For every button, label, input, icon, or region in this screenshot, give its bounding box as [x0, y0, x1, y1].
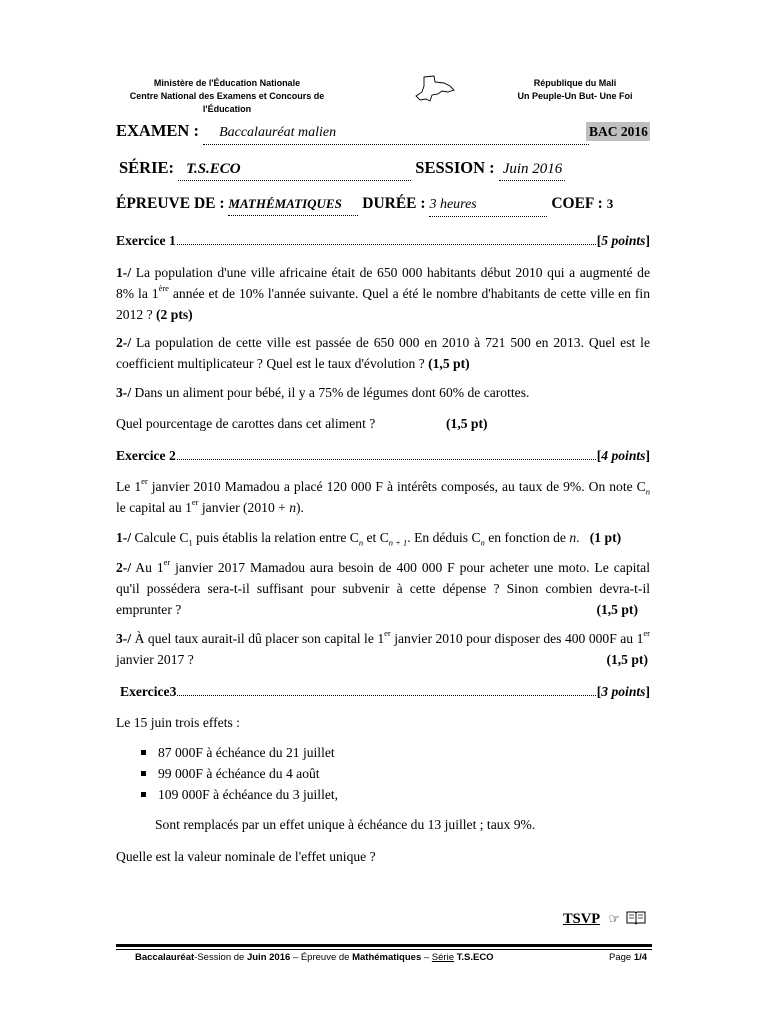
question-points: (1,5 pt) [606, 652, 648, 667]
superscript: er [163, 557, 171, 568]
footer-text: T.S.ECO [453, 952, 494, 963]
republic-name: République du Mali [533, 78, 617, 88]
question-text: Au 1 [131, 560, 164, 575]
coef-value: 3 [606, 196, 614, 211]
ministry-header [112, 77, 342, 116]
intro-text: janvier 2010 Mamadou a placé 120 000 F à intérêts composés, au taux de 9%. On note C [147, 479, 646, 494]
question-points: (2 pts) [156, 307, 193, 322]
ex3-replaced [155, 814, 650, 835]
footer-text: Juin 2016 [246, 952, 291, 963]
bac-badge: BAC 2016 [586, 122, 650, 141]
exercise2-title: Exercice 2 [116, 448, 176, 463]
exercise1-points: 5 points [601, 233, 646, 248]
list-item: 87 000F à échéance du 21 juillet [140, 742, 338, 763]
question-points: (1,5 pt) [428, 356, 470, 371]
question-text: puis établis la relation entre C [192, 530, 359, 545]
coef-label: COEF : [551, 195, 603, 212]
question-number: 3-/ [116, 385, 132, 400]
list-item: 109 000F à échéance du 3 juillet, [140, 784, 338, 805]
footer-text: Mathématiques [352, 952, 422, 963]
question-text: en fonction de [484, 530, 570, 545]
serie-line [116, 157, 652, 181]
question-text: janvier 2010 pour disposer des 400 000F au 1 [390, 631, 644, 646]
tsvp-marker [563, 910, 646, 928]
intro-text: Le 1 [116, 479, 142, 494]
examen-line [116, 120, 652, 145]
page-footer [135, 952, 494, 963]
ex1-question1 [116, 262, 650, 325]
republic-motto: Un Peuple-Un But- Une Foi [517, 91, 633, 101]
mali-map-logo [412, 74, 456, 104]
serie-value: T.S.ECO [178, 158, 411, 181]
footer-text: Série [431, 952, 454, 963]
question-text: Calcule C [131, 530, 189, 545]
tsvp-label: TSVP [563, 911, 601, 927]
superscript: ère [158, 283, 169, 294]
subscript: 1 [188, 537, 193, 548]
superscript: er [643, 628, 650, 639]
footer-text: Baccalauréat [135, 952, 195, 963]
epreuve-line [116, 193, 652, 217]
question-number: 2-/ [116, 335, 132, 350]
ex3-intro [116, 712, 650, 733]
question-text: . En déduis C [407, 530, 481, 545]
footer-text: -Session de [194, 952, 247, 963]
intro-text: le capital au 1 [116, 500, 192, 515]
subscript: n + 1 [388, 537, 408, 548]
serie-label: SÉRIE: [119, 158, 175, 177]
question-text: Quelle est la valeur nominale de l'effet unique ? [116, 849, 376, 864]
question-text: À quel taux aurait-il dû placer son capital le 1 [131, 631, 385, 646]
ex2-question2 [116, 557, 650, 620]
session-label: SESSION : [415, 158, 495, 177]
ex1-question2 [116, 332, 650, 374]
question-points: (1,5 pt) [446, 416, 488, 431]
variable-n: n [569, 530, 577, 545]
variable-n: n [289, 500, 296, 515]
subscript: n [645, 486, 650, 497]
dotted-leader [177, 243, 596, 245]
exercise1-heading: Exercice 1 [5 points] [116, 233, 650, 248]
duree-value: 3 heures [429, 194, 547, 217]
question-text: janvier 2017 Mamadou aura besoin de 400 000 F pour acheter une moto. Le capital qu'il possédera sera-t-il suffisant pour subvenir à cette dépense ? Sinon combien devra-t-il emprunter ? [116, 560, 650, 617]
question-number: 1-/ [116, 265, 132, 280]
intro-text: ). [296, 500, 304, 515]
question-points: (1 pt) [589, 530, 622, 545]
list-item: 99 000F à échéance du 4 août [140, 763, 338, 784]
page-value: 1/4 [633, 952, 648, 963]
ex2-question3 [116, 628, 650, 670]
question-text: La population d'une ville africaine était de 650 000 habitants début 2010 qui a augmenté de 8% la 1 [116, 265, 650, 301]
intro-text: janvier (2010 + [198, 500, 290, 515]
republic-header [500, 77, 650, 103]
intro-text: Le 15 juin trois effets : [116, 715, 240, 730]
exercise1-title: Exercice 1 [116, 233, 176, 248]
ex2-intro [116, 476, 650, 518]
question-text: . [576, 530, 580, 545]
ministry-name: Ministère de l'Éducation Nationale [153, 78, 301, 88]
footer-rule-thick [116, 944, 652, 947]
page-number [609, 952, 647, 963]
question-number: 3-/ [116, 631, 132, 646]
duree-label: DURÉE : [362, 195, 426, 212]
question-text: Dans un aliment pour bébé, il y a 75% de légumes dont 60% de carottes. [131, 385, 530, 400]
ex3-question [116, 846, 650, 867]
effets-list [140, 742, 338, 805]
exercise3-heading: Exercice3 [3 points] [120, 684, 650, 699]
question-number: 2-/ [116, 560, 132, 575]
page-label: Page [609, 952, 634, 963]
question-text: La population de cette ville est passée de 650 000 en 2010 à 721 500 en 2013. Quel est le coefficient multiplicateur ? Quel est le taux d'évolution ? [116, 335, 650, 371]
subscript: n [480, 537, 485, 548]
pointing-hand-icon: ☞ [608, 912, 621, 927]
superscript: er [384, 628, 391, 639]
ex1-question3 [116, 382, 650, 403]
exercise2-points: 4 points [601, 448, 646, 463]
subscript: n [358, 537, 364, 548]
ex2-question1 [116, 527, 650, 548]
dotted-leader [177, 458, 596, 460]
footer-text: – [421, 952, 432, 963]
footer-rule-thin [116, 949, 652, 950]
examen-label: EXAMEN : [116, 121, 199, 140]
ex1-question3b [116, 413, 650, 434]
dotted-leader [177, 694, 595, 696]
exercise3-title: Exercice3 [120, 684, 177, 699]
superscript: er [141, 476, 148, 487]
statement-text: Sont remplacés par un effet unique à échéance du 13 juillet ; taux 9%. [155, 817, 536, 832]
question-text: janvier 2017 ? [116, 652, 194, 667]
exercise3-points: 3 points [601, 684, 646, 699]
question-number: 1-/ [116, 530, 132, 545]
question-text: Quel pourcentage de carottes dans cet aliment ? [116, 416, 376, 431]
session-value: Juin 2016 [499, 158, 565, 181]
exam-centre-name: Centre National des Examens et Concours de l'Éducation [129, 91, 325, 114]
superscript: er [191, 497, 199, 508]
epreuve-label: ÉPREUVE DE : [116, 195, 225, 212]
question-text: et C [363, 530, 389, 545]
examen-value: Baccalauréat malien [203, 122, 589, 145]
exercise2-heading: Exercice 2 [4 points] [116, 448, 650, 463]
open-book-icon [626, 910, 646, 925]
epreuve-value: MATHÉMATIQUES [228, 193, 358, 216]
question-points: (1,5 pt) [596, 602, 638, 617]
question-text: année et de 10% l'année suivante. Quel a été le nombre d'habitants de cette ville en fin 2012 ? [116, 286, 651, 322]
footer-text: – Épreuve de [290, 952, 353, 963]
